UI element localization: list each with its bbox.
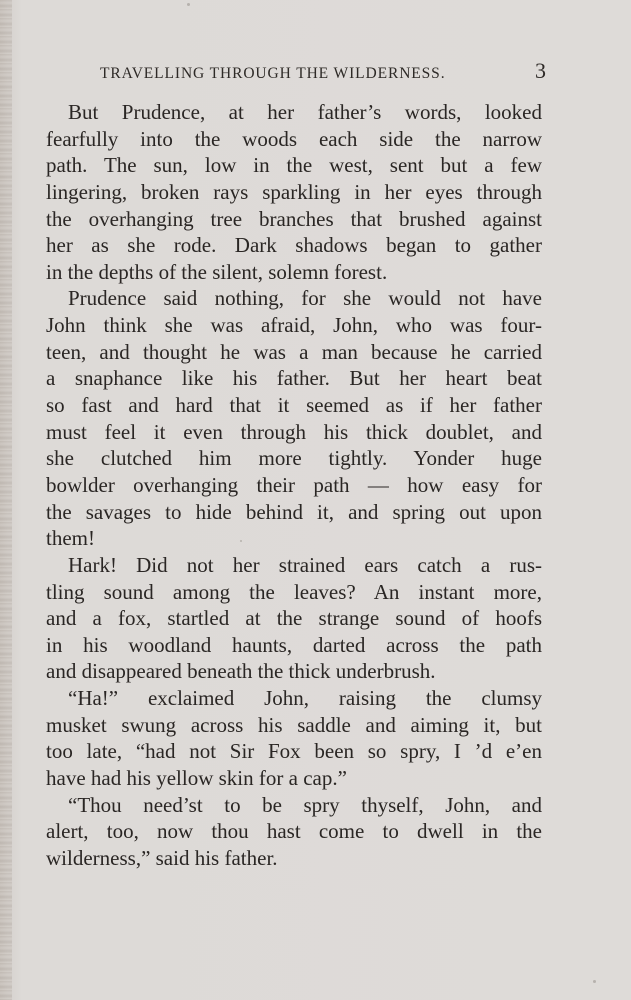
text-line: the overhanging tree branches that brushed against (46, 206, 542, 231)
text-line: and disappeared beneath the thick underbrush. (46, 659, 436, 684)
page-gutter-edge (0, 0, 12, 1000)
text-line: John think she was afraid, John, who was four- (46, 313, 542, 338)
text-line: teen, and thought he was a man because he carried (46, 339, 542, 364)
text-line: the savages to hide behind it, and spring out upon (46, 499, 542, 524)
text-line: them! (46, 526, 95, 551)
paper-speck (240, 540, 242, 542)
paper-speck (187, 3, 190, 6)
text-line: bowlder overhanging their path — how easy for (46, 472, 542, 497)
text-line: in the depths of the silent, solemn forest. (46, 259, 388, 284)
page-header (100, 58, 546, 84)
text-line: a snaphance like his father. But her heart beat (46, 366, 542, 391)
text-line: Hark! Did not her strained ears catch a rus- (68, 552, 542, 577)
paper-speck (593, 980, 596, 983)
text-line: fearfully into the woods each side the narrow (46, 126, 542, 151)
text-line: must feel it even through his thick doublet, and (46, 419, 542, 444)
text-line: tling sound among the leaves? An instant more, (46, 579, 542, 604)
text-line: Prudence said nothing, for she would not have (68, 286, 542, 311)
text-line: alert, too, now thou hast come to dwell in the (46, 819, 542, 844)
text-line: in his woodland haunts, darted across the path (46, 632, 542, 657)
text-line: so fast and hard that it seemed as if her father (46, 393, 542, 418)
text-line: “Thou need’st to be spry thyself, John, and (68, 792, 542, 817)
page-number: 3 (535, 58, 546, 83)
text-line: wilderness,” said his father. (46, 845, 278, 870)
text-line: and a fox, startled at the strange sound of hoofs (46, 606, 542, 631)
text-line: musket swung across his saddle and aiming it, but (46, 712, 542, 737)
text-line: too late, “had not Sir Fox been so spry, I ’d e’en (46, 739, 542, 764)
text-line: path. The sun, low in the west, sent but a few (46, 153, 542, 178)
text-line: she clutched him more tightly. Yonder huge (46, 446, 542, 471)
text-line: lingering, broken rays sparkling in her eyes through (46, 179, 542, 204)
text-line: her as she rode. Dark shadows began to gather (46, 233, 542, 258)
text-line: But Prudence, at her father’s words, looked (68, 100, 542, 124)
text-line: have had his yellow skin for a cap.” (46, 766, 347, 791)
running-head: TRAVELLING THROUGH THE WILDERNESS. (100, 65, 446, 82)
body-text (46, 99, 542, 872)
text-line: “Ha!” exclaimed John, raising the clumsy (68, 686, 542, 711)
